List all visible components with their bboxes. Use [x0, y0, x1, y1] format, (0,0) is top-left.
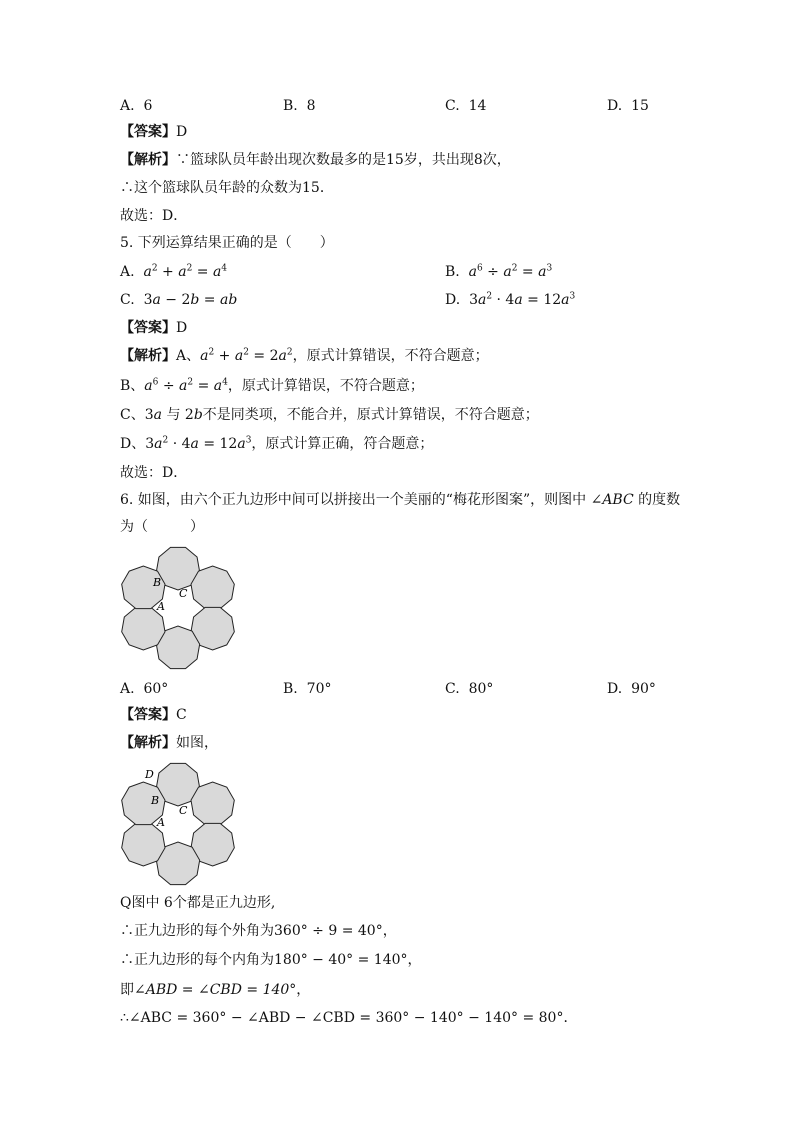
label-b: B — [151, 794, 160, 807]
nonagon-group — [122, 547, 235, 668]
q6-step-1: Q图中 6个都是正九边形, — [120, 895, 276, 911]
q6-option-a: A. 60° — [120, 681, 169, 697]
q5-conclusion: 故选：D． — [120, 465, 188, 481]
nonagon-figure-2 — [115, 756, 245, 888]
q6-option-c: C. 80° — [445, 681, 494, 697]
q4-analysis-2: ∴这个篮球队员年龄的众数为15． — [120, 180, 334, 196]
label-c: C — [179, 587, 188, 600]
q5-analysis-b: B、$a^6 \div a^2 = a^4$，原式计算错误，不符合题意； — [120, 377, 424, 394]
q5-analysis-a: 【解析】A、$a^2 + a^2 = 2a^2$，原式计算错误，不符合题意； — [120, 347, 489, 364]
nonagon — [191, 782, 234, 825]
label-a: A — [157, 600, 165, 613]
q6-stem-2: 为（ ） — [120, 519, 204, 535]
q5-analysis-d: D、$3a^2 \cdot 4a = 12a^3$，原式计算正确，符合题意； — [120, 435, 434, 452]
label-b: B — [153, 576, 162, 589]
q6-option-b: B. 70° — [283, 681, 332, 697]
nonagon — [122, 607, 165, 650]
q4-option-c: C. 14 — [445, 98, 487, 114]
q6-step-3: ∴正九边形的每个内角为180° − 40° = 140°， — [120, 952, 422, 968]
nonagon — [191, 566, 234, 609]
label-a: A — [157, 816, 165, 829]
nonagon-figure-1 — [115, 540, 245, 672]
q6-analysis-intro: 【解析】如图， — [120, 735, 218, 751]
q5-stem: 5. 下列运算结果正确的是（ ） — [120, 235, 334, 251]
q4-option-a: A. 6 — [120, 98, 153, 114]
q4-answer: 【答案】D — [120, 124, 188, 140]
q5-option-c: C. 3a − 2b = ab — [120, 292, 238, 308]
q4-option-b: B. 8 — [283, 98, 316, 114]
q6-step-4: 即∠ABD = ∠CBD = 140°， — [120, 982, 311, 998]
q5-option-d: D. $3a^2 \cdot 4a = 12a^3$ — [445, 291, 576, 308]
q5-option-a: A. $a^2 + a^2 = a^4$ — [120, 263, 228, 280]
q5-answer: 【答案】D — [120, 320, 188, 336]
q6-option-d: D. 90° — [607, 681, 656, 697]
q4-option-d: D. 15 — [607, 98, 649, 114]
q4-conclusion: 故选：D． — [120, 208, 188, 224]
q6-step-5: ∴∠ABC = 360° − ∠ABD − ∠CBD = 360° − 140° − 140° = 80°． — [120, 1010, 578, 1026]
q4-analysis-1: 【解析】∵篮球队员年龄出现次数最多的是15岁，共出现8次， — [120, 152, 511, 168]
label-d: D — [145, 768, 154, 781]
label-c: C — [179, 804, 188, 817]
q6-answer: 【答案】C — [120, 707, 187, 723]
nonagon — [122, 823, 165, 866]
nonagon-group — [122, 763, 235, 884]
q6-step-2: ∴正九边形的每个外角为360° ÷ 9 = 40°， — [120, 923, 397, 939]
q5-option-b: B. $a^6 \div a^2 = a^3$ — [445, 263, 553, 280]
q6-stem-1: 6. 如图，由六个正九边形中间可以拼接出一个美丽的“梅花形图案”，则图中 ∠ABC 的度数 — [120, 492, 681, 508]
q5-analysis-c: C、3a 与 2b不是同类项，不能合并，原式计算错误，不符合题意； — [120, 407, 539, 423]
